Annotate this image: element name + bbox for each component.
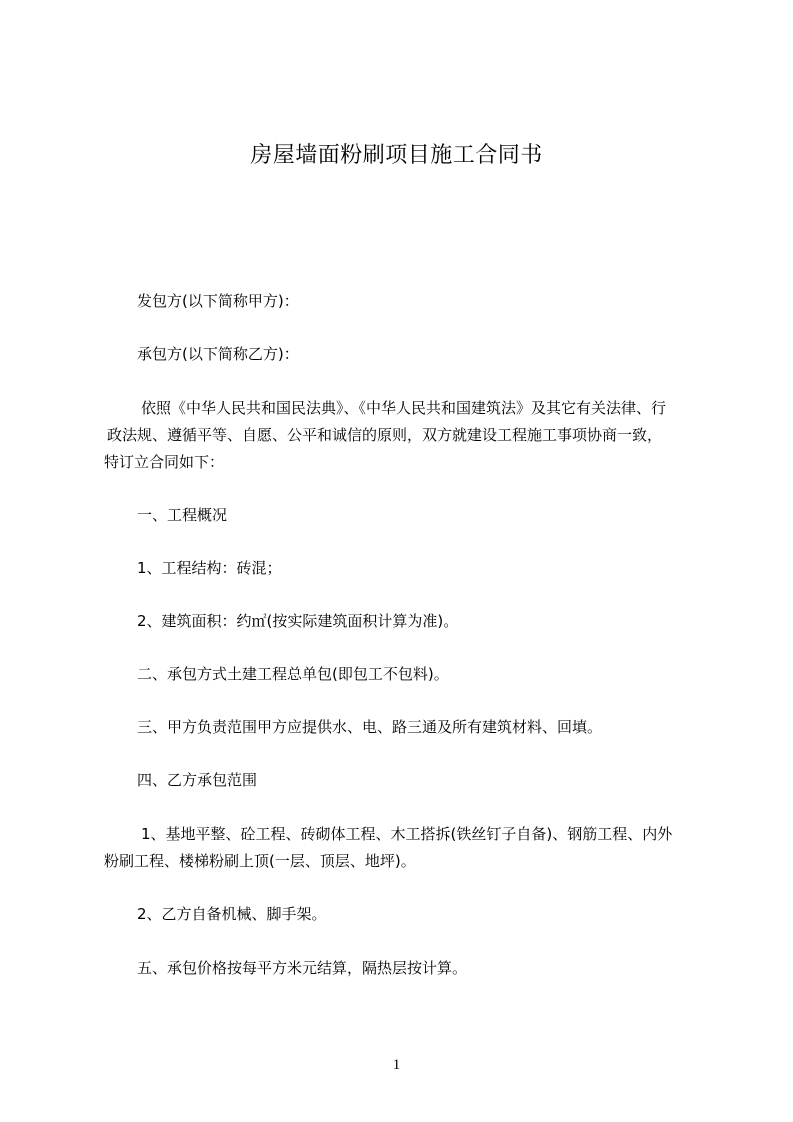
- section-3: 三、甲方负责范围甲方应提供水、电、路三通及所有建筑材料、回填。: [137, 718, 603, 736]
- section-4-item-1-line-2: 粉刷工程、楼梯粉刷上顶(一层、顶层、地坪)。: [104, 852, 416, 870]
- section-1-item-2: 2、建筑面积：约㎡(按实际建筑面积计算为准)。: [137, 612, 459, 630]
- preamble-line-2: 政法规、遵循平等、自愿、公平和诚信的原则，双方就建设工程施工事项协商一致，: [107, 426, 663, 444]
- section-4-item-1-line-1: 1、基地平整、砼工程、砖砌体工程、木工搭拆(铁丝钉子自备)、钢筋工程、内外: [141, 825, 673, 843]
- preamble-line-3: 特订立合同如下：: [104, 453, 225, 471]
- document-title: 房屋墙面粉刷项目施工合同书: [250, 143, 543, 168]
- section-1-heading: 一、工程概况: [137, 506, 228, 524]
- section-4-item-2: 2、乙方自备机械、脚手架。: [137, 905, 327, 923]
- party-a-line: 发包方(以下简称甲方)：: [137, 292, 299, 310]
- section-2: 二、承包方式土建工程总单包(即包工不包料)。: [137, 665, 449, 683]
- page-number: 1: [392, 1057, 401, 1073]
- preamble-line-1: 依照《中华人民共和国民法典》、《中华人民共和国建筑法》及其它有关法律、行: [141, 399, 667, 417]
- section-4-heading: 四、乙方承包范围: [137, 771, 258, 789]
- section-5: 五、承包价格按每平方米元结算，隔热层按计算。: [137, 959, 468, 977]
- section-1-item-1: 1、工程结构：砖混；: [137, 559, 282, 577]
- party-b-line: 承包方(以下简称乙方)：: [137, 345, 299, 363]
